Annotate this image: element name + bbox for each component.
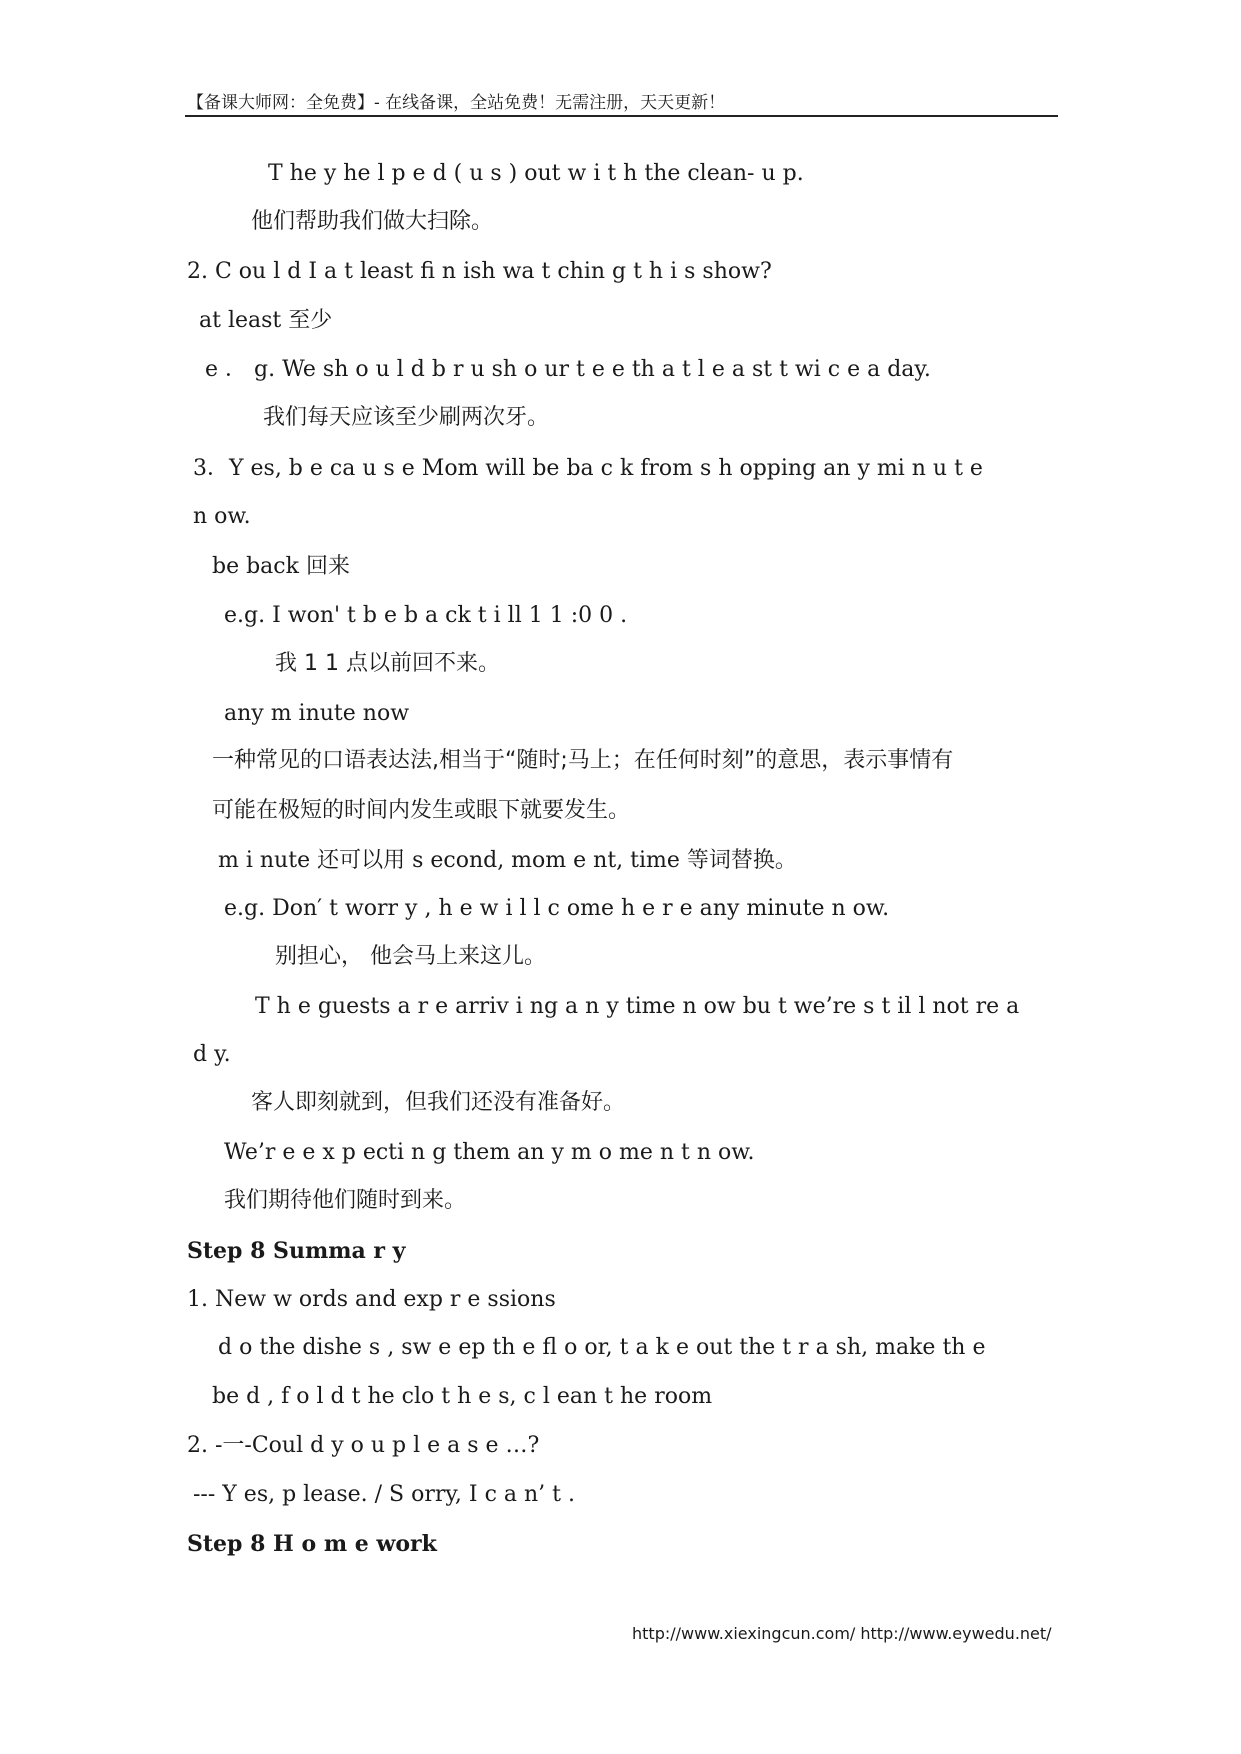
text-line: 他们帮助我们做大扫除。 — [251, 209, 494, 234]
text-line: e.g. I won' t b e b a ck t i ll 1 1 :0 0 . — [224, 603, 628, 628]
text-line: 我 1 1 点以前回不来。 — [275, 651, 500, 676]
text-line: 1. New w ords and exp r e ssions — [187, 1287, 556, 1312]
text-line: be back 回来 — [212, 554, 350, 579]
text-line: m i nute 还可以用 s econd, mom e nt, time 等词替换。 — [218, 848, 797, 873]
text-line: 我们期待他们随时到来。 — [224, 1188, 467, 1213]
text-line: 客人即刻就到，但我们还没有准备好。 — [251, 1090, 626, 1115]
header-rule — [185, 115, 1058, 117]
section-heading: Step 8 Summa r y — [187, 1238, 406, 1264]
text-line: We’r e e x p ecti n g them an y m o me n t n ow. — [224, 1140, 755, 1165]
text-line: any m inute now — [224, 701, 410, 726]
text-line: d o the dishe s , sw e ep th e fl o or, t a k e out the t r a sh, make th e — [218, 1335, 986, 1360]
page-header: 【备课大师网：全免费】- 在线备课，全站免费！无需注册，天天更新！ — [187, 93, 726, 113]
text-line: 2. C ou l d I a t least fi n ish wa t chin g t h i s show? — [187, 259, 772, 284]
text-line: 2. -一-Coul d y o u p l e a s e …? — [187, 1433, 540, 1458]
text-line: e.g. Don′ t worr y , h e w i l l c ome h e r e any minute n ow. — [224, 896, 890, 921]
text-line: T h e guests a r e arriv i ng a n y time n ow bu t we’re s t il l not re a — [255, 994, 1020, 1019]
page-footer: http://www.xiexingcun.com/ http://www.eywedu.net/ — [632, 1624, 1052, 1643]
text-line: n ow. — [193, 504, 251, 529]
text-line: 我们每天应该至少刷两次牙。 — [263, 405, 550, 430]
text-line: T he y he l p e d ( u s ) out w i t h the clean- u p. — [268, 161, 804, 186]
text-line: 3．Y es, b e ca u s e Mom will be ba c k from s h opping an y mi n u t e — [193, 456, 983, 481]
text-line: e ． g. We sh o u l d b r u sh o ur t e e th a t l e a st t wi c e a day. — [205, 357, 931, 382]
text-line: 一种常见的口语表达法,相当于“随时;马上；在任何时刻”的意思，表示事情有 — [212, 748, 954, 773]
text-line: --- Y es, p lease. / S orry, I c a n’ t . — [193, 1482, 575, 1507]
text-line: be d , f o l d t he clo t h e s, c l ean t he room — [212, 1384, 713, 1409]
text-line: 别担心， 他会马上来这儿。 — [275, 944, 546, 969]
text-line: d y. — [193, 1042, 231, 1067]
section-heading: Step 8 H o m e work — [187, 1531, 437, 1557]
text-line: 可能在极短的时间内发生或眼下就要发生。 — [212, 798, 631, 823]
text-line: at least 至少 — [199, 308, 333, 333]
